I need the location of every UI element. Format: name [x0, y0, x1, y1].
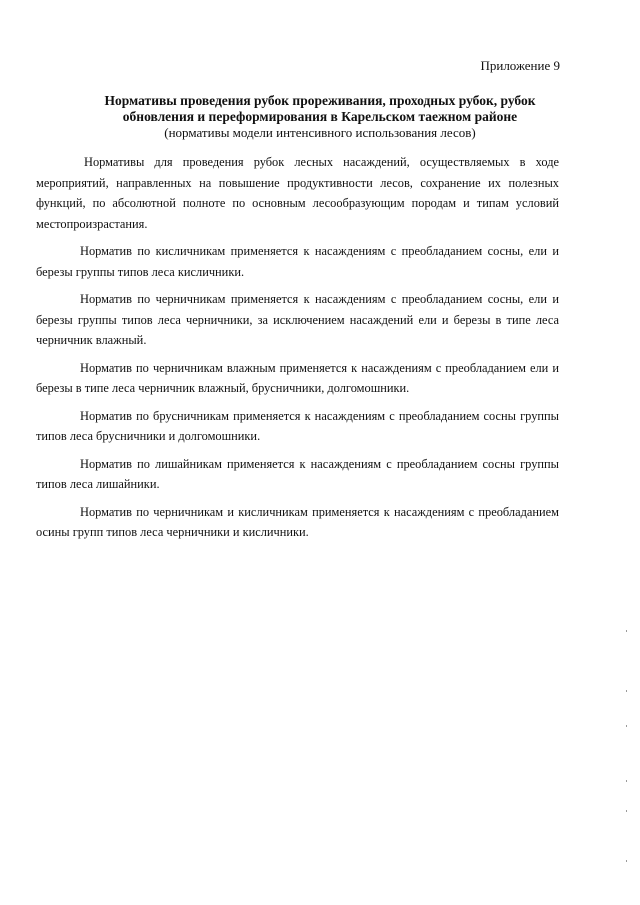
document-subtitle: (нормативы модели интенсивного использования лесов) [164, 125, 476, 140]
title-block [70, 93, 570, 141]
scan-speck [626, 780, 627, 782]
scan-speck [626, 860, 627, 862]
scan-margin-marks [626, 620, 630, 880]
paragraph: Норматив по кисличникам применяется к насаждениям с преобладанием сосны, ели и березы группы типов леса кисличники. [36, 244, 559, 279]
paragraph: Норматив по черничникам применяется к насаждениям с преобладанием сосны, ели и березы группы типов леса черничники, за исключением насаждений ели и березы в типе леса черничник влажный. [36, 292, 559, 347]
scan-speck [626, 630, 627, 632]
scan-speck [626, 690, 627, 692]
paragraph: Нормативы для проведения рубок лесных насаждений, осуществляемых в ходе мероприятий, направленных на повышение продуктивности лесов, сохранение их полезных функций, по абсолютной полноте по основным лесообразующим породам и типам условий местопроизрастания. [36, 155, 559, 231]
scan-speck [626, 810, 627, 812]
appendix-label: Приложение 9 [480, 58, 560, 73]
paragraph: Норматив по черничникам влажным применяется к насаждениям с преобладанием ели и березы в типе леса черничник влажный, брусничники, долгомошники. [36, 360, 559, 395]
paragraph: Норматив по лишайникам применяется к насаждениям с преобладанием сосны группы типов леса лишайники. [36, 456, 559, 491]
paragraph: Норматив по черничникам и кисличникам применяется к насаждениям с преобладанием осины групп типов леса черничники и кисличники. [36, 504, 559, 539]
document-title: Нормативы проведения рубок прореживания, проходных рубок, рубок обновления и переформирования в Карельском таежном районе [104, 93, 536, 124]
paragraph: Норматив по брусничникам применяется к насаждениям с преобладанием сосны группы типов леса брусничники и долгомошники. [36, 408, 559, 443]
document-body [36, 152, 559, 550]
scan-speck [626, 725, 627, 727]
